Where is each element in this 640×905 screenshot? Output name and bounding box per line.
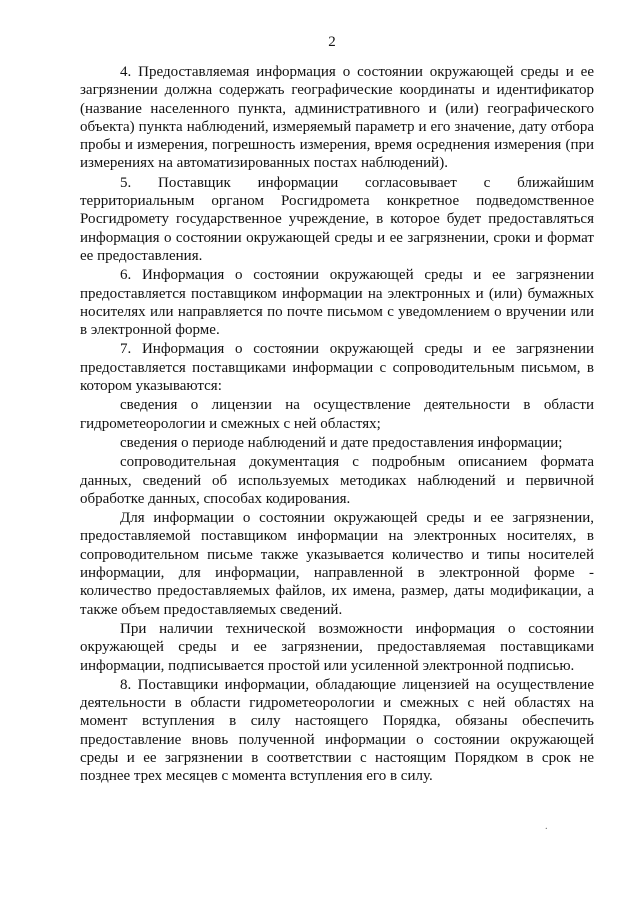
page-number: 2	[328, 34, 336, 50]
paragraph-4: 4. Предоставляемая информация о состоянии окружающей среды и ее загрязнении должна содержать географические координаты и идентификатор (название населенного пункта, административного и (или) географического объекта) пункта наблюдений, измеряемый параметр и его значение, дату отбора пробы и измерения, погрешность измерения, время осреднения измерения (при измерениях на автоматизированных постах наблюдений).	[80, 64, 594, 172]
list-item-period: сведения о периоде наблюдений и дате предоставления информации;	[120, 434, 563, 451]
paragraph-7: 7. Информация о состоянии окружающей среды и ее загрязнении предоставляется поставщиками информации с сопроводительным письмом, в котором указываются:	[80, 341, 594, 395]
paragraph-5: 5. Поставщик информации согласовывает с ближайшим территориальным органом Росгидромета конкретное подведомственное Росгидромету государственное учреждение, в которое будет предоставляться информация о состоянии окружающей среды и ее загрязнении, сроки и формат ее предоставления.	[80, 174, 594, 264]
list-item-license: сведения о лицензии на осуществление деятельности в области гидрометеорологии и смежных с ней областях;	[80, 397, 594, 432]
paragraph-8: 8. Поставщики информации, обладающие лицензией на осуществление деятельности в области гидрометеорологии и смежных с ней областях на момент вступления в силу настоящего Порядка, обязаны обеспечить предоставление вновь полученной информации о состоянии окружающей среды и ее загрязнении в соответствии с настоящим Порядком в срок не позднее трех месяцев с момента вступления его в силу.	[80, 676, 594, 785]
scan-mark: ·	[544, 824, 548, 835]
paragraph-electronic-media: Для информации о состоянии окружающей среды и ее загрязнении, предоставляемой поставщиком информации на электронных носителях, в сопроводительном письме также указывается количество и типы носителей информации, для информации, направленной в электронной форме - количество предоставляемых файлов, их имена, размер, даты модификации, а также объем предоставляемых сведений.	[80, 510, 594, 618]
paragraph-signature: При наличии технической возможности информация о состоянии окружающей среды и ее загрязнении, предоставляемая поставщиками информации, подписывается простой или усиленной электронной подписью.	[80, 620, 594, 674]
paragraph-6: 6. Информация о состоянии окружающей среды и ее загрязнении предоставляется поставщиком информации на электронных и (или) бумажных носителях или направляется по почте письмом с уведомлением о вручении или в электронной форме.	[80, 267, 594, 339]
list-item-documentation: сопроводительная документация с подробным описанием формата данных, сведений об используемых методиках наблюдений и первичной обработке данных, способах кодирования.	[80, 454, 594, 507]
